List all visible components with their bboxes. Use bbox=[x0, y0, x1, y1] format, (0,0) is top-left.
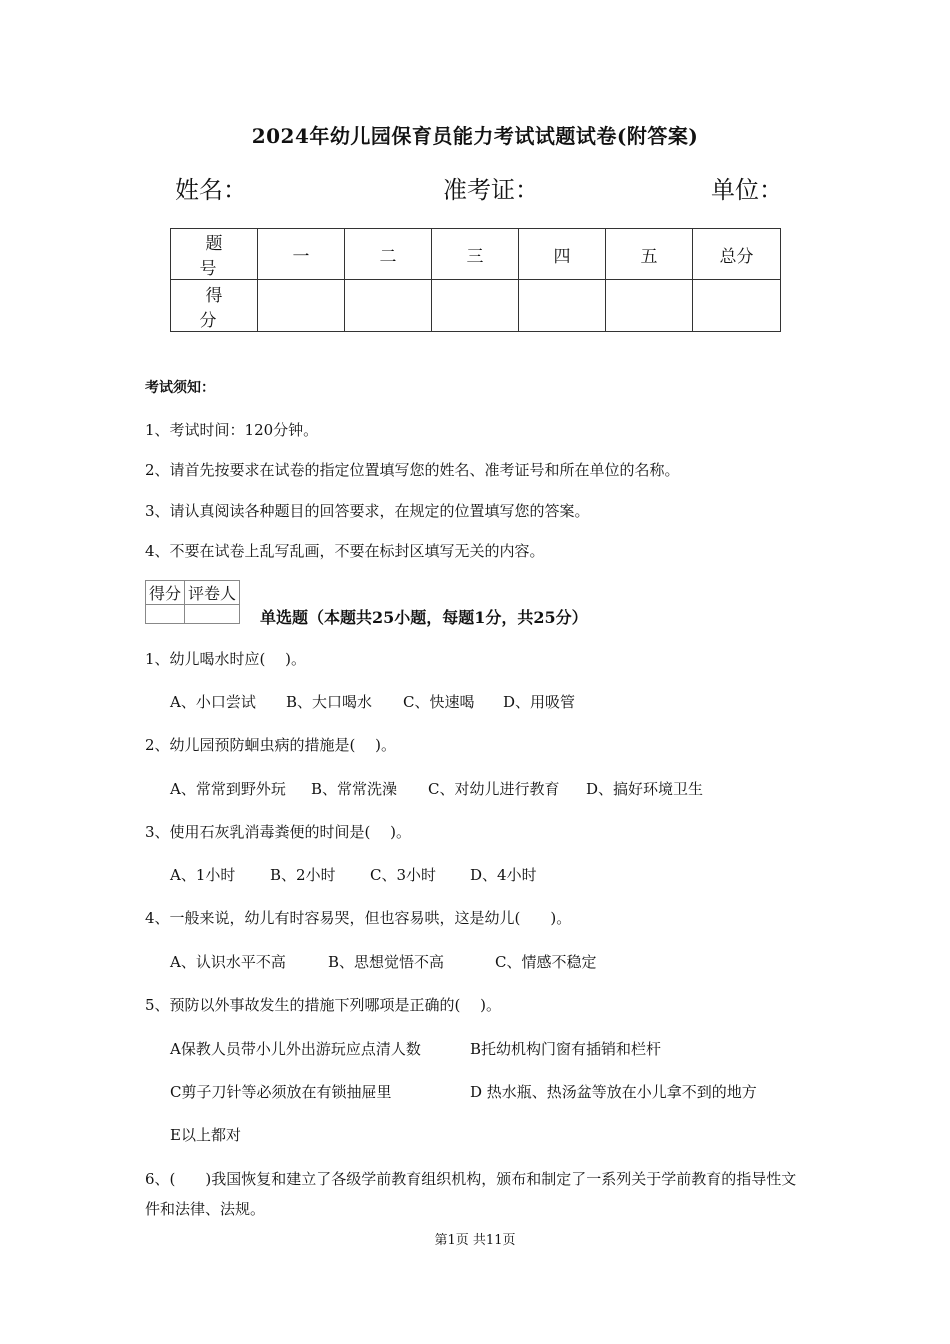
answer-option: B、大口喝水 bbox=[286, 693, 373, 711]
question-stem: 1、幼儿喝水时应( )。 bbox=[145, 650, 307, 668]
column-header: 五 bbox=[606, 229, 693, 280]
answer-option: B、2小时 bbox=[270, 866, 336, 884]
answer-option: B、思想觉悟不高 bbox=[328, 953, 445, 971]
answer-option: A、认识水平不高 bbox=[170, 953, 286, 971]
grader-name-cell[interactable] bbox=[185, 605, 240, 624]
score-cell[interactable] bbox=[693, 280, 781, 332]
answer-option: A、常常到野外玩 bbox=[170, 780, 286, 798]
score-label: 得 分 bbox=[171, 280, 258, 332]
column-header: 三 bbox=[432, 229, 519, 280]
name-field-label: 姓名： bbox=[175, 176, 247, 204]
score-table bbox=[170, 228, 781, 332]
column-header: 二 bbox=[345, 229, 432, 280]
score-cell[interactable] bbox=[606, 280, 693, 332]
notice-item: 4、不要在试卷上乱写乱画，不要在标封区填写无关的内容。 bbox=[145, 542, 545, 560]
notice-item: 3、请认真阅读各种题目的回答要求，在规定的位置填写您的答案。 bbox=[145, 502, 590, 520]
candidate-fields bbox=[0, 170, 950, 206]
question-stem: 6、( )我国恢复和建立了各级学前教育组织机构，颁布和制定了一系列关于学前教育的指导性文件和法律、法规。 bbox=[145, 1170, 797, 1218]
answer-option: B、常常洗澡 bbox=[311, 780, 398, 798]
page-title: 2024年幼儿园保育员能力考试试题试卷(附答案) bbox=[251, 124, 699, 148]
column-header: 总分 bbox=[693, 229, 781, 280]
score-cell[interactable] bbox=[432, 280, 519, 332]
answer-option: B托幼机构门窗有插销和栏杆 bbox=[470, 1040, 662, 1058]
answer-option: D 热水瓶、热汤盆等放在小儿拿不到的地方 bbox=[470, 1083, 757, 1101]
answer-option: C剪子刀针等必须放在有锁抽屉里 bbox=[170, 1083, 392, 1101]
answer-option: A保教人员带小儿外出游玩应点清人数 bbox=[170, 1040, 421, 1058]
answer-option: A、小口尝试 bbox=[170, 693, 256, 711]
unit-field-label: 单位： bbox=[711, 176, 783, 204]
answer-option: D、4小时 bbox=[470, 866, 537, 884]
notice-item: 1、考试时间：120分钟。 bbox=[145, 421, 319, 439]
answer-option: C、3小时 bbox=[370, 866, 437, 884]
answer-option: C、情感不稳定 bbox=[495, 953, 597, 971]
section-title: 单选题（本题共25小题，每题1分，共25分） bbox=[260, 608, 588, 627]
column-header: 四 bbox=[519, 229, 606, 280]
grader-name-label: 评卷人 bbox=[185, 581, 240, 605]
question-stem: 3、使用石灰乳消毒粪便的时间是( )。 bbox=[145, 823, 412, 841]
question-stem: 2、幼儿园预防蛔虫病的措施是( )。 bbox=[145, 736, 397, 754]
answer-option: E以上都对 bbox=[170, 1126, 241, 1144]
column-header: 一 bbox=[258, 229, 345, 280]
question-stem: 5、预防以外事故发生的措施下列哪项是正确的( )。 bbox=[145, 996, 502, 1014]
score-table-header-row bbox=[171, 229, 781, 280]
notice-item: 2、请首先按要求在试卷的指定位置填写您的姓名、准考证号和所在单位的名称。 bbox=[145, 461, 680, 479]
score-cell[interactable] bbox=[345, 280, 432, 332]
grader-score-label: 得分 bbox=[146, 581, 185, 605]
exam-number-field-label: 准考证： bbox=[443, 176, 539, 204]
score-table-score-row bbox=[171, 280, 781, 332]
score-cell[interactable] bbox=[519, 280, 606, 332]
question-number-label: 题 号 bbox=[171, 229, 258, 280]
answer-option: A、1小时 bbox=[170, 866, 236, 884]
answer-option: D、搞好环境卫生 bbox=[586, 780, 704, 798]
question-stem: 4、一般来说，幼儿有时容易哭，但也容易哄，这是幼儿( )。 bbox=[145, 909, 572, 927]
answer-option: D、用吸管 bbox=[503, 693, 576, 711]
grader-box bbox=[145, 580, 240, 624]
score-cell[interactable] bbox=[258, 280, 345, 332]
notice-heading: 考试须知： bbox=[145, 380, 215, 396]
answer-option: C、对幼儿进行教育 bbox=[428, 780, 560, 798]
answer-option: C、快速喝 bbox=[403, 693, 475, 711]
page-footer: 第1页 共11页 bbox=[434, 1233, 516, 1248]
grader-score-cell[interactable] bbox=[146, 605, 185, 624]
